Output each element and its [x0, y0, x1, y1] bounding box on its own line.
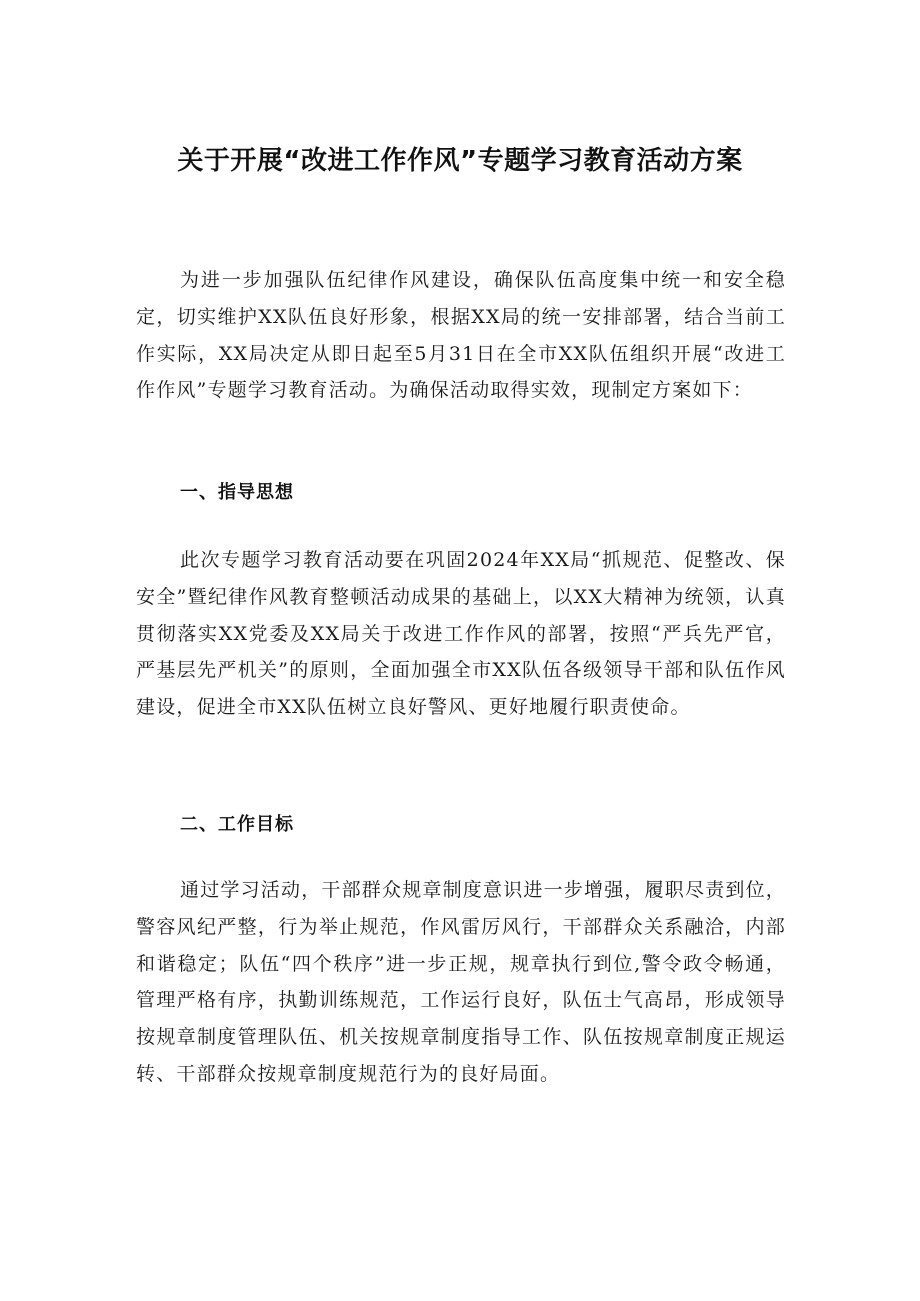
section-heading-work-goals: 二、工作目标: [180, 814, 294, 835]
section-heading-guiding-ideology: 一、指导思想: [180, 482, 294, 503]
document-title: 关于开展“改进工作作风”专题学习教育活动方案: [177, 146, 743, 177]
intro-paragraph: 为进一步加强队伍纪律作风建设，确保队伍高度集中统一和安全稳定，切实维护XX队伍良好形象，根据XX局的统一安排部署，结合当前工作实际，XX局决定从即日起至5月31日在全市XX队伍组织开展“改进工作作风”专题学习教育活动。为确保活动取得实效，现制定方案如下：: [136, 269, 786, 402]
section-body-guiding-ideology: 此次专题学习教育活动要在巩固2024年XX局“抓规范、促整改、保安全”暨纪律作风教育整顿活动成果的基础上，以XX大精神为统领，认真贯彻落实XX党委及XX局关于改进工作作风的部署，按照“严兵先严官，严基层先严机关”的原则，全面加强全市XX队伍各级领导干部和队伍作风建设，促进全市XX队伍树立良好警风、更好地履行职责使命。: [136, 549, 786, 719]
section-body-work-goals: 通过学习活动，干部群众规章制度意识进一步增强，履职尽责到位，警容风纪严整，行为举止规范，作风雷厉风行，干部群众关系融洽，内部和谐稳定；队伍“四个秩序”进一步正规，规章执行到位,警令政令畅通，管理严格有序，执勤训练规范，工作运行良好，队伍士气高昂，形成领导按规章制度管理队伍、机关按规章制度指导工作、队伍按规章制度正规运转、干部群众按规章制度规范行为的良好局面。: [136, 879, 787, 1085]
